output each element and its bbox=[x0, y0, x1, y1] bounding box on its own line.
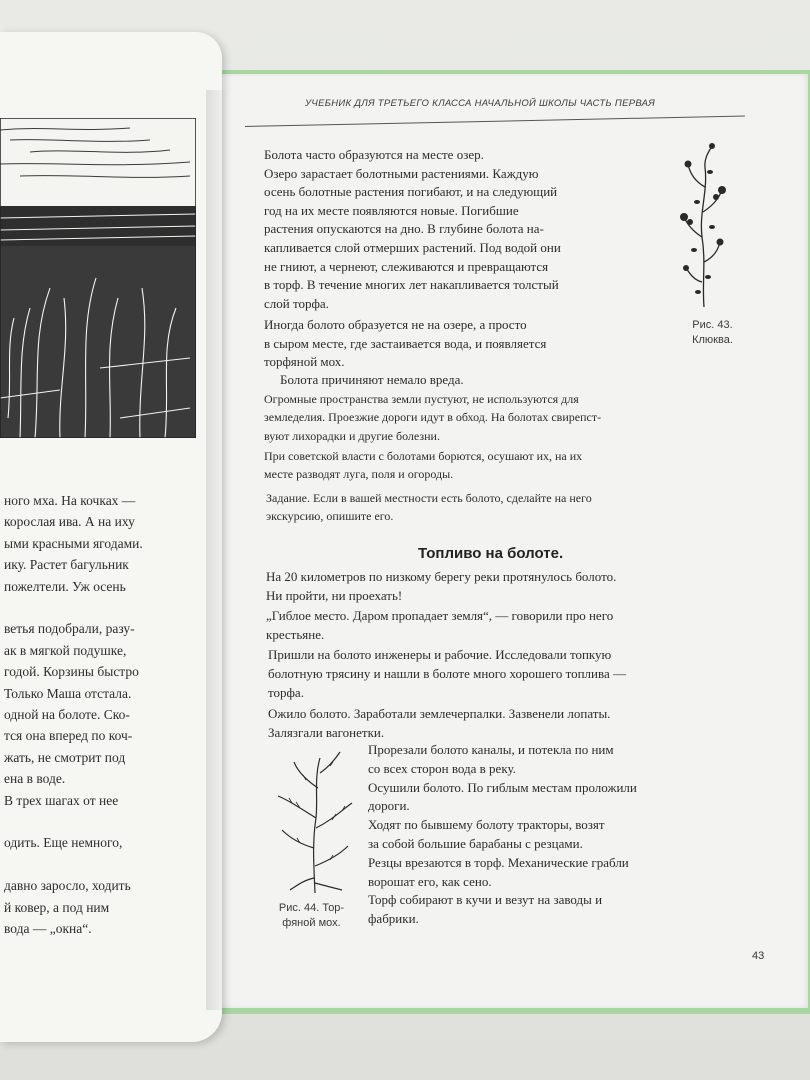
p1-line: растения опускаются на дно. В глубине болота на- bbox=[264, 221, 544, 237]
fig44-caption bbox=[264, 901, 359, 931]
gutter-shadow bbox=[206, 90, 228, 1010]
left-page-line: корослая ива. А на иху bbox=[4, 514, 135, 530]
p5-line: При советской власти с болотами борются, осушают их, на их bbox=[264, 449, 583, 463]
left-page-line: ику. Растет багульник bbox=[4, 557, 129, 573]
paragraph-harm: Болота причиняют немало вреда. bbox=[280, 372, 464, 387]
fig44-caption-line1: Рис. 44. Тор- bbox=[278, 902, 345, 914]
swamp-landscape-illustration bbox=[0, 118, 196, 438]
left-page-line: давно заросло, ходить bbox=[4, 878, 131, 894]
p2-line: в сыром месте, где застаивается вода, и появляется bbox=[264, 335, 547, 351]
left-page-line: годой. Корзины быстро bbox=[4, 664, 139, 680]
running-header: УЧЕБНИК ДЛЯ ТРЕТЬЕГО КЛАССА НАЧАЛЬНОЙ ШКОЛЫ ЧАСТЬ ПЕРВАЯ bbox=[305, 98, 656, 109]
fig43-caption bbox=[675, 318, 750, 348]
s2-line: крестьяне. bbox=[266, 627, 325, 643]
peat-moss-illustration bbox=[270, 748, 360, 898]
p1-line: Болота часто образуются на месте озер. bbox=[264, 147, 484, 162]
s5-line: ворошат его, как сено. bbox=[368, 873, 492, 889]
p1-line: Озеро зарастает болотными растениями. Каждую bbox=[264, 165, 539, 181]
p4-line: Огромные пространства земли пустуют, не используются для bbox=[264, 392, 579, 406]
left-page-line: жать, не смотрит под bbox=[4, 749, 126, 765]
left-page-line: Только Маша отстала. bbox=[4, 685, 132, 701]
s5-line: Прорезали болото каналы, и потекла по ним bbox=[368, 742, 614, 757]
fig43-caption-line2: Клюква. bbox=[692, 334, 733, 346]
section-title: Топливо на болоте. bbox=[418, 545, 564, 562]
s5-line: Резцы врезаются в торф. Механические грабли bbox=[368, 854, 629, 870]
p1-line: осень болотные растения погибают, и на следующий bbox=[264, 184, 558, 200]
p5-line: месте разводят луга, поля и огороды. bbox=[264, 467, 454, 482]
s4-line: Ожило болото. Заработали землечерпалки. Зазвенели лопаты. bbox=[268, 706, 611, 721]
s5-line: со всех сторон вода в реку. bbox=[368, 760, 516, 776]
p4-line: вуют лихорадки и другие болезни. bbox=[264, 428, 440, 443]
s1-line: На 20 километров по низкому берегу реки протянулось болото. bbox=[266, 569, 617, 584]
s3-line: Пришли на болото инженеры и рабочие. Исследовали топкую bbox=[268, 647, 612, 662]
s1-line: Ни пройти, ни проехать! bbox=[266, 588, 403, 604]
p1-line: не гниют, а чернеют, слеживаются и превращаются bbox=[264, 258, 549, 274]
p4-line: земледелия. Проезжие дороги идут в обход. На болотах свирепст- bbox=[264, 410, 602, 425]
left-page-line: одить. Еще немного, bbox=[4, 835, 123, 851]
left-page-line: й ковер, а под ним bbox=[4, 899, 110, 915]
left-page-line: пожелтели. Уж осень bbox=[4, 578, 126, 594]
task-line: экскурсию, опишите его. bbox=[266, 509, 394, 524]
s5-line: Ходят по бывшему болоту тракторы, возят bbox=[368, 817, 605, 833]
fig44-caption-line2: фяной мох. bbox=[282, 917, 341, 929]
p1-line: слой торфа. bbox=[264, 295, 329, 311]
left-page-line: ыми красными ягодами. bbox=[4, 535, 143, 551]
left-page-line: ак в мягкой подушке, bbox=[4, 642, 127, 658]
left-page-line: ветья подобрали, разу- bbox=[4, 621, 135, 637]
s5-line: фабрики. bbox=[368, 911, 419, 927]
left-page-line: В трех шагах от нее bbox=[4, 792, 119, 808]
s3-line: болотную трясину и нашли в болоте много хорошего топлива — bbox=[268, 666, 626, 682]
left-page-line: ного мха. На кочках — bbox=[4, 493, 136, 508]
s5-line: Торф собирают в кучи и везут на заводы и bbox=[368, 892, 603, 908]
task-line: Задание. Если в вашей местности есть болото, сделайте на него bbox=[266, 491, 592, 505]
s5-line: Осушили болото. По гиблым местам проложили bbox=[368, 779, 637, 795]
left-page-line: тся она вперед по коч- bbox=[4, 728, 133, 744]
left-page-line: ена в воде. bbox=[4, 771, 66, 787]
s3-line: торфа. bbox=[268, 685, 304, 701]
fig43-caption-line1: Рис. 43. bbox=[692, 319, 733, 331]
cranberry-illustration bbox=[672, 142, 732, 312]
p1-line: год на их месте появляются новые. Погибшие bbox=[264, 202, 519, 218]
s5-line: за собой большие барабаны с резцами. bbox=[368, 836, 583, 851]
left-page-line: одной на болоте. Ско- bbox=[4, 707, 130, 722]
s5-line: дороги. bbox=[368, 798, 410, 814]
p1-line: капливается слой отмерших растений. Под водой они bbox=[264, 240, 561, 255]
page-number: 43 bbox=[752, 950, 765, 962]
p1-line: в торф. В течение многих лет накапливается толстый bbox=[264, 277, 559, 293]
left-page-line: вода — „окна“. bbox=[4, 921, 92, 936]
p2-line: торфяной мох. bbox=[264, 354, 345, 370]
s2-line: „Гиблое место. Даром пропадает земля“, — говорили про него bbox=[266, 608, 614, 623]
p2-line: Иногда болото образуется не на озере, а просто bbox=[264, 317, 527, 332]
s4-line: Залязгали вагонетки. bbox=[268, 725, 385, 741]
